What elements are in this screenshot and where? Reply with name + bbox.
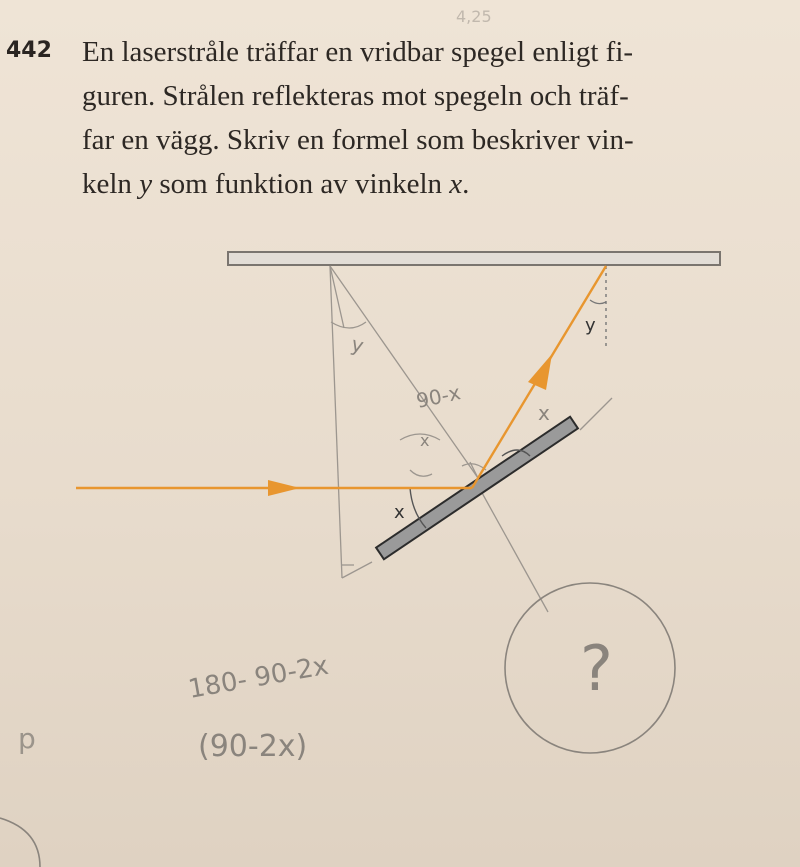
handwritten-x-small: x: [420, 431, 430, 450]
handwritten-x-upper: x: [538, 401, 550, 425]
wall: [228, 252, 720, 265]
problem-line-1: En laserstråle träffar en vridbar spegel enligt fi-: [82, 36, 634, 68]
laser-arrow-1: [268, 480, 300, 496]
pencil-construction-lines: [330, 266, 612, 612]
angle-arc-y: [590, 300, 606, 304]
handwritten-question-mark: ?: [580, 632, 613, 705]
handwritten-y: y: [348, 331, 367, 358]
handwritten-equation-2: (90-2x): [198, 729, 308, 764]
variable-x: x: [449, 168, 463, 200]
laser-arrow-2: [528, 354, 552, 390]
figure-label-x: x: [394, 502, 405, 523]
variable-y: y: [139, 168, 153, 200]
pencil-edge-arc: [0, 818, 40, 867]
problem-line-4-end: .: [462, 168, 470, 200]
handwritten-equation-1: 180- 90-2x: [186, 650, 331, 705]
problem-number: 442: [6, 38, 52, 63]
problem-line-2: guren. Strålen reflekteras mot spegeln och träf-: [82, 80, 629, 112]
problem-line-4-start: keln: [82, 168, 140, 200]
figure-label-y: y: [585, 315, 596, 336]
handwritten-corner-note: 4,25: [456, 7, 492, 26]
problem-line-3: far en vägg. Skriv en formel som beskriver vin-: [82, 124, 634, 156]
handwritten-90-minus-x: 90-x: [414, 380, 463, 413]
margin-scribble: p: [18, 722, 36, 755]
problem-line-4-mid: som funktion av vinkeln: [152, 168, 450, 200]
